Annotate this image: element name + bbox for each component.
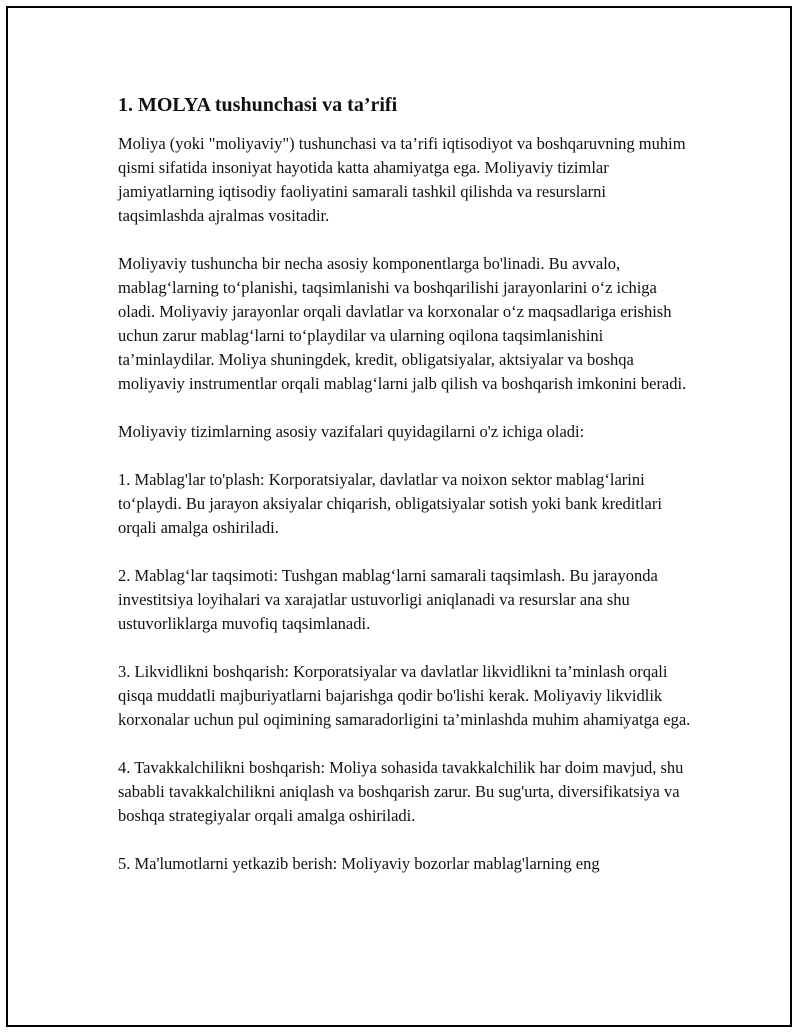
list-item-fund-allocation: 2. Mablag‘lar taqsimoti: Tushgan mablag‘larni samarali taqsimlash. Bu jarayonda investitsiya loyihalari va xarajatlar ustuvorligi aniqlanadi va resurslar ana shu ustuvorliklarga muvofiq taqsimlanadi.: [118, 566, 658, 633]
list-item-liquidity: 3. Likvidlikni boshqarish: Korporatsiyalar va davlatlar likvidlikni ta’minlash orqali qisqa muddatli majburiyatlarni bajarishga qodir bo'lishi kerak. Moliyaviy likvidlik korxonalar uchun pul oqimining samaradorligini ta’minlashda muhim ahamiyatga ega.: [118, 662, 691, 729]
list-item-fund-raising: 1. Mablag'lar to'plash: Korporatsiyalar, davlatlar va noixon sektor mablag‘larini to‘playdi. Bu jarayon aksiyalar chiqarish, obligatsiyalar sotish yoki bank kreditlari orqali amalga oshiriladi.: [118, 470, 662, 537]
document-body: [118, 92, 693, 900]
document-title: 1. MOLYA tushunchasi va ta’rifi: [118, 94, 398, 116]
list-item-risk: 4. Tavakkalchilikni boshqarish: Moliya sohasida tavakkalchilik har doim mavjud, shu sababli tavakkalchilikni aniqlash va boshqarish zarur. Bu sug'urta, diversifikatsiya va boshqa strategiyalar orqali amalga oshiriladi.: [118, 758, 684, 825]
paragraph-components: Moliyaviy tushuncha bir necha asosiy komponentlarga bo'linadi. Bu avvalo, mablag‘larning to‘planishi, taqsimlanishi va boshqarilishi jarayonlarini o‘z ichiga oladi. Moliyaviy jarayonlar orqali davlatlar va korxonalar o‘z maqsadlariga erishish uchun zarur mablag‘larni to‘playdilar va ularning oqilona taqsimlanishini ta’minlaydilar. Moliya shuningdek, kredit, obligatsiyalar, aktsiyalar va boshqa moliyaviy instrumentlar orqali mablag‘larni jalb qilish va boshqarish imkonini beradi.: [118, 254, 687, 393]
list-item-information: 5. Ma'lumotlarni yetkazib berish: Moliyaviy bozorlar mablag'larning eng: [118, 854, 600, 873]
paragraph-intro: Moliya (yoki "moliyaviy") tushunchasi va ta’rifi iqtisodiyot va boshqaruvning muhim qismi sifatida insoniyat hayotida katta ahamiyatga ega. Moliyaviy tizimlar jamiyatlarning iqtisodiy faoliyatini samarali tashkil qilishda va resurslarni taqsimlashda ajralmas vositadir.: [118, 134, 686, 225]
paragraph-functions-intro: Moliyaviy tizimlarning asosiy vazifalari quyidagilarni o'z ichiga oladi:: [118, 422, 585, 441]
